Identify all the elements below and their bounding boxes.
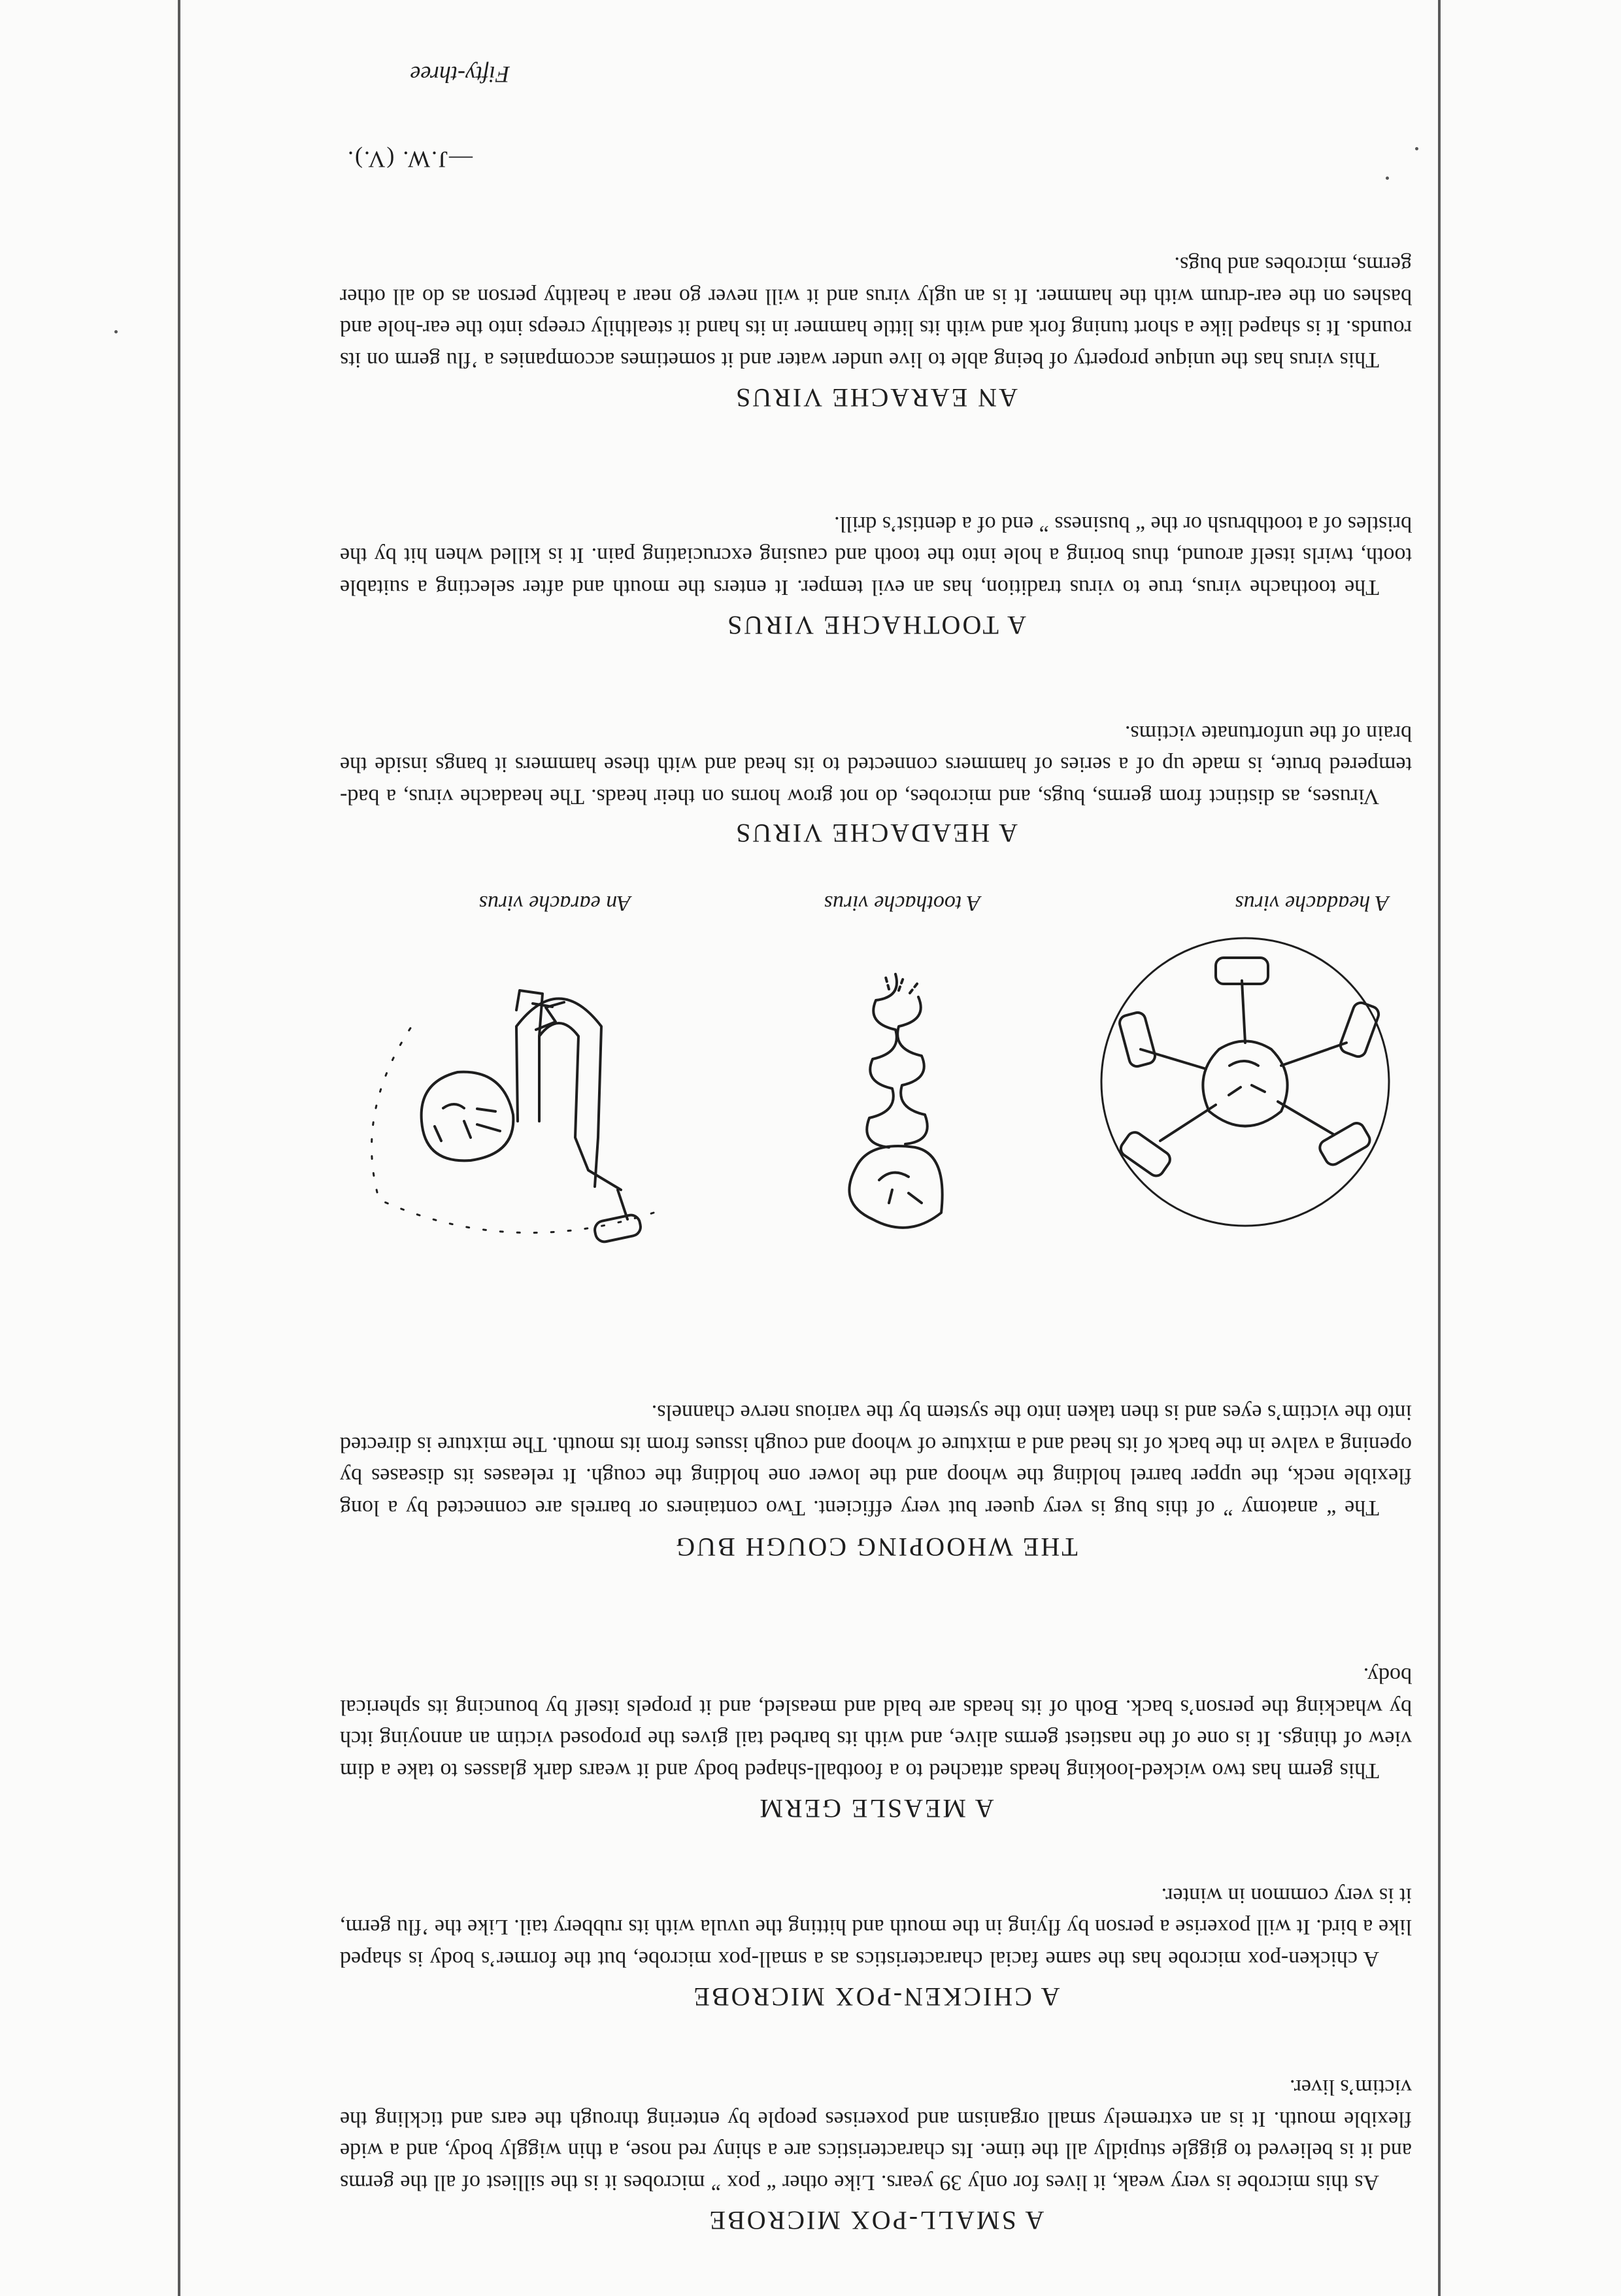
scan-speck [114,330,118,333]
toothache-virus-drawing [797,964,987,1239]
section-text-chicken-pox: A chicken-pox microbe has the same facial characteristics as a small-pox microbe, but the former’s body is shaped like a bird. It will poxerise a person by flying in the mouth and hitting the uvula with its rubbery tail. Like the ’flu germ, it is very common in winter. [340,1883,1412,1971]
headache-virus-drawing [1095,932,1395,1232]
section-text-toothache-virus: The toothache virus, true to virus tradition, has an evil temper. It enters the mouth and after selecting a suitable tooth, twirls itself around, thus boring a hole into the tooth and causing excruciating pain. It is killed when hit by the bristles of a toothbrush or the “ business ” end of a dentist’s drill. [340,512,1412,599]
page-number: Fifty-three [410,61,510,88]
section-heading-chicken-pox: A CHICKEN-POX MICROBE [692,1982,1060,2012]
section-heading-whooping-cough: THE WHOOPING COUGH BUG [674,1532,1078,1562]
section-heading-earache-virus: AN EARACHE VIRUS [734,383,1018,413]
section-heading-toothache-virus: A TOOTHACHE VIRUS [726,611,1026,640]
caption-earache-virus: An earache virus [478,891,631,915]
section-text-small-pox: As this microbe is very weak, it lives for only 39 years. Like other “ pox ” microbes it is the silliest of all the germs and it is believed to giggle stupidly all the time. Its characteristics are a shiny red nose, a thin wiggly body, and a wide flexible mouth. It is an extremely small organism and poxerises people by entering through the ears and tickling the victim’s liver. [340,2075,1412,2195]
binding-line-left [178,0,180,2296]
section-heading-small-pox: A SMALL-POX MICROBE [707,2206,1044,2235]
section-text-headache-virus: Viruses, as distinct from germs, bugs, and microbes, do not grow horns on their heads. The headache virus, a bad-tempered brute, is made up of a series of hammers connected to its head and with these hammers it bangs inside the brain of the unfortunate victims. [340,721,1412,809]
section-text-whooping-cough: The “ anatomy ” of this bug is very queer but very efficient. Two containers or barrels are connected by a long flexible neck, the upper barrel holding the whoop and the lower one holding the cough. It releases its diseases by opening a valve in the back of its head and a mixture of whoop and cough issues from its mouth. The mixture is directed into the victim’s eyes and is then taken into the system by the various nerve channels. [340,1400,1412,1520]
section-heading-measle-germ: A MEASLE GERM [758,1794,994,1823]
caption-headache-virus: A headache virus [1235,891,1389,915]
upside-down-article [340,39,1412,2236]
author-signature: —J.W. (V.). [346,146,473,173]
earache-virus-drawing [359,971,667,1252]
binding-line-right [1438,0,1441,2296]
section-text-earache-virus: This virus has the unique property of being able to live under water and it sometimes accompanies a ’flu germ on its rounds. It is shaped like a short tuning fork and with its little hammer in its hand it stealthily creeps into the ear-hole and bashes on the ear-drum with the hammer. It is an ugly virus and it will never go near a healthy person as do all other germs, microbes and bugs. [340,252,1412,372]
section-heading-headache-virus: A HEADACHE VIRUS [734,819,1018,848]
section-text-measle-germ: This germ has two wicked-looking heads attached to a football-shaped body and it wears dark glasses to take a dim view of things. It is one of the nastiest germs alive, and with its barbed tail gives the proposed victim an annoying itch by whacking the person’s back. Both of its heads are bald and measled, and it propels itself by bouncing its spherical body. [340,1663,1412,1783]
caption-toothache-virus: A toothache virus [824,891,980,915]
scan-speck [1415,147,1418,150]
